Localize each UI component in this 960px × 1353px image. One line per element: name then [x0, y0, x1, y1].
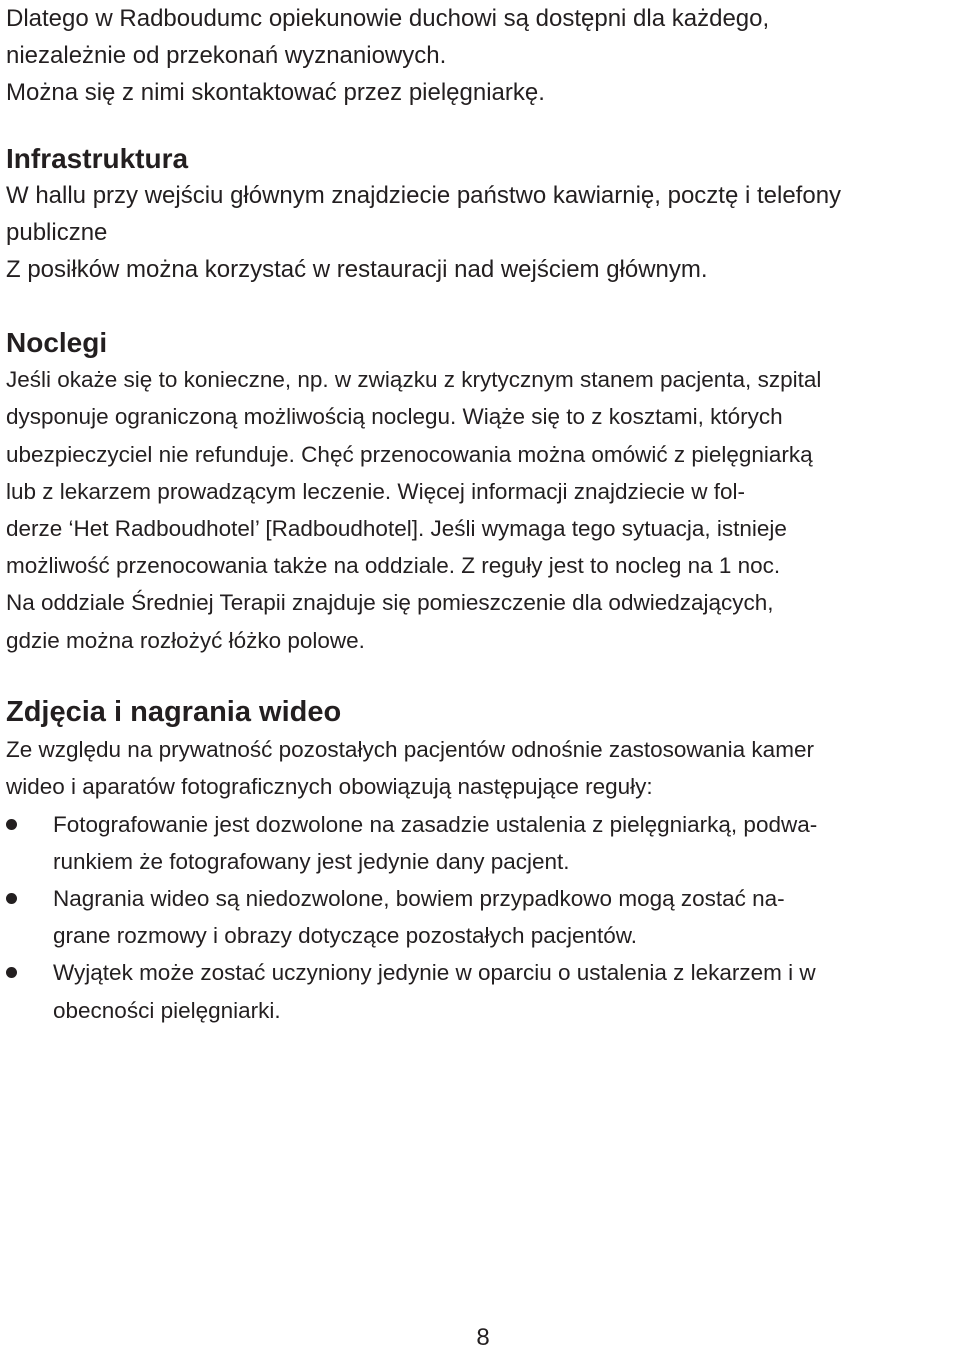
text-line: dysponuje ograniczoną możliwością noclegu. Wiąże się to z kosztami, których	[6, 404, 783, 430]
text-line: Fotografowanie jest dozwolone na zasadzie ustalenia z pielęgniarką, podwa-	[53, 811, 818, 837]
bullet-icon	[6, 967, 17, 978]
list-item	[6, 954, 958, 1028]
text-line: publiczne	[6, 219, 108, 246]
text-line: W hallu przy wejściu głównym znajdziecie państwo kawiarnię, pocztę i telefony	[6, 182, 842, 209]
text-line: Można się z nimi skontaktować przez pielęgniarkę.	[6, 79, 545, 106]
text-line: niezależnie od przekonań wyznaniowych.	[6, 42, 447, 69]
text-line: grane rozmowy i obrazy dotyczące pozostałych pacjentów.	[53, 923, 638, 949]
text-line: obecności pielęgniarki.	[53, 997, 281, 1023]
noclegi-section	[6, 324, 958, 659]
list-item	[6, 806, 958, 880]
text-line: Jeśli okaże się to konieczne, np. w związku z krytycznym stanem pacjenta, szpital	[6, 367, 822, 393]
text-line: Z posiłków można korzystać w restauracji nad wejściem głównym.	[6, 256, 708, 283]
text-line: gdzie można rozłożyć łóżko polowe.	[6, 627, 365, 653]
text-line: Na oddziale Średniej Terapii znajduje się pomieszczenie dla odwiedzających,	[6, 590, 774, 616]
text-line: Dlatego w Radboudumc opiekunowie duchowi są dostępni dla każdego,	[6, 5, 770, 32]
section-heading-noclegi: Noclegi	[6, 327, 108, 358]
bullet-icon	[6, 893, 17, 904]
intro-paragraph	[6, 0, 958, 111]
text-line: ubezpieczyciel nie refunduje. Chęć przenocowania można omówić z pielęgniarką	[6, 441, 813, 467]
text-line: Wyjątek może zostać uczyniony jedynie w oparciu o ustalenia z lekarzem i w	[53, 960, 816, 986]
zdjecia-section	[6, 694, 958, 1029]
text-line: Nagrania wideo są niedozwolone, bowiem przypadkowo mogą zostać na-	[53, 886, 785, 912]
text-line: lub z lekarzem prowadzącym leczenie. Więcej informacji znajdziecie w fol-	[6, 478, 746, 504]
bullet-icon	[6, 819, 17, 830]
section-heading-zdjecia: Zdjęcia i nagrania wideo	[6, 696, 342, 728]
infrastruktura-section	[6, 140, 958, 288]
text-line: wideo i aparatów fotograficznych obowiązują następujące reguły:	[6, 774, 653, 800]
text-line: runkiem że fotografowany jest jedynie dany pacjent.	[53, 848, 570, 874]
list-item	[6, 880, 958, 954]
page-number: 8	[476, 1324, 490, 1351]
rules-list	[6, 806, 958, 1029]
section-heading-infrastruktura: Infrastruktura	[6, 143, 189, 174]
text-line: derze ‘Het Radboudhotel’ [Radboudhotel]. Jeśli wymaga tego sytuacja, istnieje	[6, 516, 787, 542]
text-line: Ze względu na prywatność pozostałych pacjentów odnośnie zastosowania kamer	[6, 737, 814, 763]
text-line: możliwość przenocowania także na oddziale. Z reguły jest to nocleg na 1 noc.	[6, 553, 781, 579]
